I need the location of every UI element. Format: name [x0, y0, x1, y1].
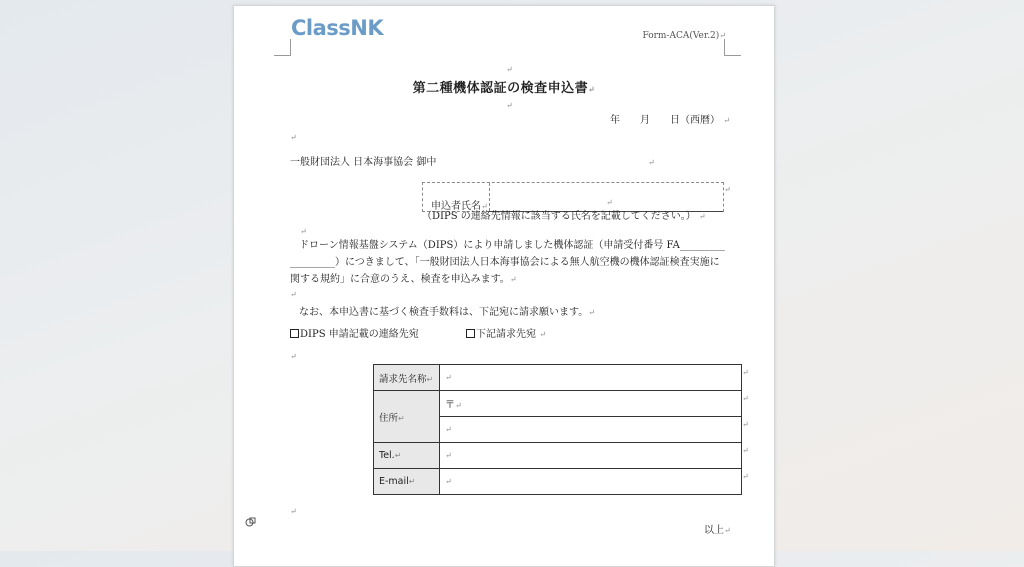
- addressee: 一般財団法人 日本海事協会 御中: [290, 157, 437, 168]
- option-dips-contact[interactable]: DIPS 申請記載の連絡先宛: [290, 329, 419, 341]
- table-row: [374, 469, 742, 495]
- document-title: 第二種機体認証の検査申込書↵: [412, 81, 596, 96]
- paragraph-mark: ↵: [506, 101, 513, 110]
- paragraph-mark: ↵: [290, 290, 297, 299]
- billing-postal-field[interactable]: 〒↵: [440, 391, 742, 417]
- billing-email-label: E-mail↵: [374, 469, 440, 495]
- body-line-2: _________）につきまして、「一般財団法人日本海事協会による無人航空機の機体認証検査実施に: [290, 257, 720, 268]
- paragraph-mark: ↵: [724, 185, 731, 194]
- applicant-note: （DIPS の連絡先情報に該当する氏名を記載してください。） ↵: [422, 211, 706, 222]
- body-line-3: 関する規約」に合意のうえ、検査を申込みます。↵: [290, 274, 517, 285]
- checkbox-billing-below[interactable]: [466, 329, 475, 338]
- applicant-name-label: 申込者氏名↵: [431, 201, 488, 212]
- form-code: Form-ACA(Ver.2)↵: [642, 31, 726, 41]
- billing-tel-field[interactable]: ↵: [440, 443, 742, 469]
- paragraph-mark: ↵: [290, 352, 297, 361]
- anchor-object-icon[interactable]: [245, 516, 257, 528]
- crop-mark-top-left: [274, 39, 291, 56]
- fee-note: なお、本申込書に基づく検査手数料は、下記宛に請求願います。↵: [299, 307, 595, 318]
- billing-table: [373, 364, 742, 495]
- applicant-name-field[interactable]: ↵: [606, 198, 613, 207]
- applicant-name-box: [422, 182, 724, 212]
- paragraph-mark: ↵: [300, 227, 307, 236]
- paragraph-mark: ↵: [506, 65, 513, 74]
- billing-name-label: 請求先名称↵: [374, 365, 440, 391]
- paragraph-mark: ↵: [290, 507, 297, 516]
- row-end-mark: ↵: [742, 394, 749, 403]
- row-end-mark: ↵: [742, 472, 749, 481]
- billing-email-field[interactable]: ↵: [440, 469, 742, 495]
- checkbox-dips-contact[interactable]: [290, 329, 299, 338]
- body-paragraph: [290, 237, 730, 288]
- classnk-logo: ClassNK: [291, 16, 384, 40]
- crop-mark-top-right: [724, 39, 741, 56]
- billing-name-field[interactable]: ↵: [440, 365, 742, 391]
- table-row: [374, 391, 742, 417]
- document-page: [233, 5, 775, 567]
- row-end-mark: ↵: [742, 420, 749, 429]
- row-end-mark: ↵: [742, 368, 749, 377]
- billing-address-label: 住所↵: [374, 391, 440, 443]
- date-line: 年 月 日（西暦） ↵: [610, 115, 730, 126]
- table-row: [374, 365, 742, 391]
- body-line-1: ドローン情報基盤システム（DIPS）により申請しました機体認証（申請受付番号 FA_________: [299, 240, 725, 251]
- table-row: [374, 443, 742, 469]
- option-billing-below[interactable]: 下記請求先宛 ↵: [466, 329, 546, 341]
- box-divider: [489, 183, 490, 211]
- closing-text: 以上↵: [704, 525, 731, 536]
- billing-tel-label: Tel.↵: [374, 443, 440, 469]
- paragraph-mark: ↵: [648, 158, 655, 167]
- paragraph-mark: ↵: [290, 133, 297, 142]
- billing-address-field[interactable]: ↵: [440, 417, 742, 443]
- row-end-mark: ↵: [742, 446, 749, 455]
